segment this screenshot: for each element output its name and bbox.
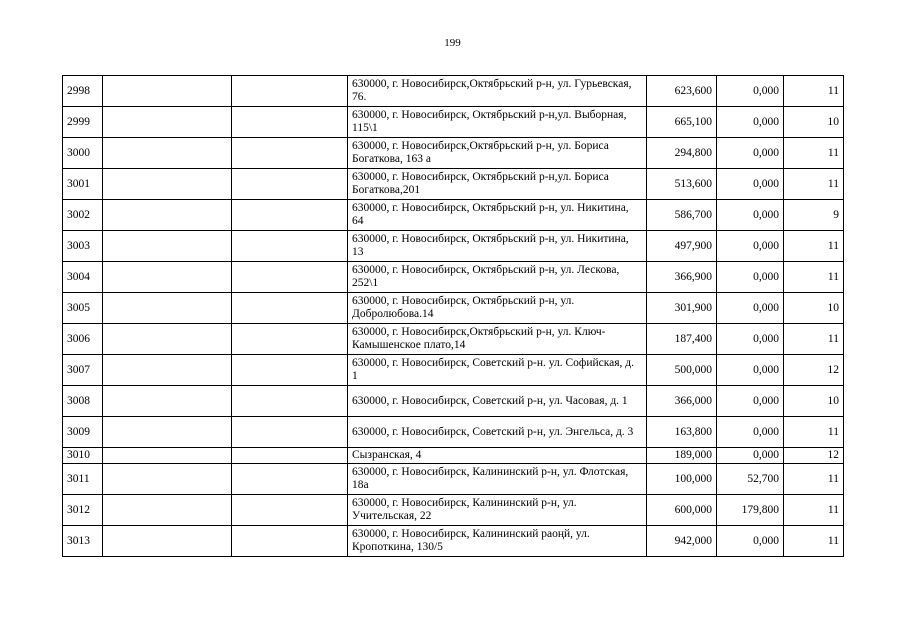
cell-column-3 [232, 231, 348, 262]
cell-column-2 [103, 262, 232, 293]
cell-column-3 [232, 138, 348, 169]
cell-value-3: 11 [784, 231, 844, 262]
cell-column-2 [103, 107, 232, 138]
cell-value-3: 11 [784, 526, 844, 557]
cell-value-1: 586,700 [647, 200, 717, 231]
cell-column-2 [103, 231, 232, 262]
cell-address: 630000, г. Новосибирск,Октябрьский р-н, ул. Ключ-Камышенское плато,14 [348, 324, 647, 355]
cell-number: 3009 [63, 417, 103, 448]
page-number: 199 [444, 37, 461, 49]
cell-number: 3007 [63, 355, 103, 386]
cell-address: 630000, г. Новосибирск, Советский р-н. ул. Софийская, д. 1 [348, 355, 647, 386]
cell-number: 3012 [63, 495, 103, 526]
cell-value-2: 52,700 [717, 464, 784, 495]
table-row [63, 231, 844, 262]
cell-number: 3001 [63, 169, 103, 200]
cell-value-1: 301,900 [647, 293, 717, 324]
table-row [63, 76, 844, 107]
cell-value-1: 189,000 [647, 448, 717, 464]
table-row [63, 262, 844, 293]
cell-value-2: 179,800 [717, 495, 784, 526]
cell-number: 3004 [63, 262, 103, 293]
cell-value-3: 10 [784, 293, 844, 324]
cell-value-2: 0,000 [717, 200, 784, 231]
cell-value-1: 294,800 [647, 138, 717, 169]
cell-number: 3002 [63, 200, 103, 231]
cell-value-1: 623,600 [647, 76, 717, 107]
cell-value-3: 11 [784, 324, 844, 355]
cell-column-3 [232, 324, 348, 355]
cell-address: 630000, г. Новосибирск, Калининский р-н, ул. Учительская, 22 [348, 495, 647, 526]
cell-column-2 [103, 324, 232, 355]
cell-value-1: 942,000 [647, 526, 717, 557]
cell-number: 2998 [63, 76, 103, 107]
cell-column-2 [103, 200, 232, 231]
cell-column-2 [103, 138, 232, 169]
registry-body [63, 76, 844, 557]
cell-column-3 [232, 76, 348, 107]
cell-address: 630000, г. Новосибирск, Калининский р-н, ул. Флотская, 18а [348, 464, 647, 495]
cell-column-3 [232, 107, 348, 138]
cell-number: 3003 [63, 231, 103, 262]
cell-number: 3005 [63, 293, 103, 324]
cell-value-3: 10 [784, 386, 844, 417]
table-row [63, 448, 844, 464]
cell-value-2: 0,000 [717, 107, 784, 138]
cell-value-1: 366,900 [647, 262, 717, 293]
table-row [63, 324, 844, 355]
cell-column-3 [232, 495, 348, 526]
table-row [63, 355, 844, 386]
cell-address: 630000, г. Новосибирск, Октябрьский р-н,ул. Бориса Богаткова,201 [348, 169, 647, 200]
table-row [63, 526, 844, 557]
cell-value-3: 12 [784, 448, 844, 464]
table-row [63, 169, 844, 200]
cell-column-2 [103, 495, 232, 526]
table-row [63, 107, 844, 138]
cell-address: 630000, г. Новосибирск,Октябрьский р-н, ул. Гурьевская, 76. [348, 76, 647, 107]
cell-number: 3000 [63, 138, 103, 169]
cell-address: 630000, г. Новосибирск, Октябрьский р-н,ул. Выборная, 115\1 [348, 107, 647, 138]
cell-value-3: 11 [784, 76, 844, 107]
cell-column-2 [103, 417, 232, 448]
cell-value-2: 0,000 [717, 138, 784, 169]
cell-value-1: 163,800 [647, 417, 717, 448]
cell-address: 630000, г. Новосибирск, Октябрьский р-н, ул. Добролюбова.14 [348, 293, 647, 324]
cell-value-3: 10 [784, 107, 844, 138]
table-row [63, 417, 844, 448]
cell-value-2: 0,000 [717, 324, 784, 355]
cell-column-3 [232, 386, 348, 417]
cell-value-3: 11 [784, 169, 844, 200]
cell-address: Сызранская, 4 [348, 448, 647, 464]
cell-value-1: 497,900 [647, 231, 717, 262]
cell-value-3: 11 [784, 464, 844, 495]
cell-value-2: 0,000 [717, 293, 784, 324]
cell-value-2: 0,000 [717, 526, 784, 557]
cell-address: 630000, г. Новосибирск, Советский р-н, ул. Часовая, д. 1 [348, 386, 647, 417]
cell-value-3: 11 [784, 138, 844, 169]
cell-value-1: 600,000 [647, 495, 717, 526]
cell-column-2 [103, 464, 232, 495]
table-row [63, 138, 844, 169]
cell-number: 3010 [63, 448, 103, 464]
cell-value-2: 0,000 [717, 417, 784, 448]
cell-column-2 [103, 355, 232, 386]
cell-value-2: 0,000 [717, 355, 784, 386]
cell-column-3 [232, 169, 348, 200]
cell-value-3: 11 [784, 262, 844, 293]
cell-number: 3008 [63, 386, 103, 417]
cell-value-1: 513,600 [647, 169, 717, 200]
cell-value-1: 100,000 [647, 464, 717, 495]
cell-column-3 [232, 464, 348, 495]
cell-column-3 [232, 293, 348, 324]
cell-value-2: 0,000 [717, 386, 784, 417]
table-row [63, 464, 844, 495]
cell-value-2: 0,000 [717, 169, 784, 200]
cell-value-3: 12 [784, 355, 844, 386]
cell-address: 630000, г. Новосибирск, Советский р-н, ул. Энгельса, д. 3 [348, 417, 647, 448]
cell-column-3 [232, 448, 348, 464]
cell-value-3: 9 [784, 200, 844, 231]
cell-value-1: 500,000 [647, 355, 717, 386]
cell-address: 630000, г. Новосибирск, Октябрьский р-н, ул. Никитина, 13 [348, 231, 647, 262]
cell-column-3 [232, 200, 348, 231]
cell-value-2: 0,000 [717, 76, 784, 107]
cell-column-3 [232, 262, 348, 293]
cell-column-2 [103, 386, 232, 417]
cell-column-3 [232, 417, 348, 448]
cell-address: 630000, г. Новосибирск, Калининский раоңй, ул. Кропоткина, 130/5 [348, 526, 647, 557]
cell-value-2: 0,000 [717, 448, 784, 464]
cell-column-2 [103, 169, 232, 200]
cell-address: 630000, г. Новосибирск, Октябрьский р-н, ул. Лескова, 252\1 [348, 262, 647, 293]
cell-column-2 [103, 76, 232, 107]
cell-column-2 [103, 448, 232, 464]
cell-value-1: 187,400 [647, 324, 717, 355]
cell-value-3: 11 [784, 495, 844, 526]
table-row [63, 495, 844, 526]
table-row [63, 293, 844, 324]
registry-table [62, 75, 844, 557]
cell-column-3 [232, 355, 348, 386]
cell-column-2 [103, 526, 232, 557]
cell-number: 3011 [63, 464, 103, 495]
cell-value-2: 0,000 [717, 231, 784, 262]
table-row [63, 386, 844, 417]
cell-value-3: 11 [784, 417, 844, 448]
cell-value-1: 366,000 [647, 386, 717, 417]
cell-value-1: 665,100 [647, 107, 717, 138]
cell-address: 630000, г. Новосибирск, Октябрьский р-н, ул. Никитина, 64 [348, 200, 647, 231]
table-row [63, 200, 844, 231]
cell-column-2 [103, 293, 232, 324]
cell-column-3 [232, 526, 348, 557]
cell-number: 3013 [63, 526, 103, 557]
cell-value-2: 0,000 [717, 262, 784, 293]
cell-number: 3006 [63, 324, 103, 355]
cell-address: 630000, г. Новосибирск,Октябрьский р-н, ул. Бориса Богаткова, 163 а [348, 138, 647, 169]
cell-number: 2999 [63, 107, 103, 138]
